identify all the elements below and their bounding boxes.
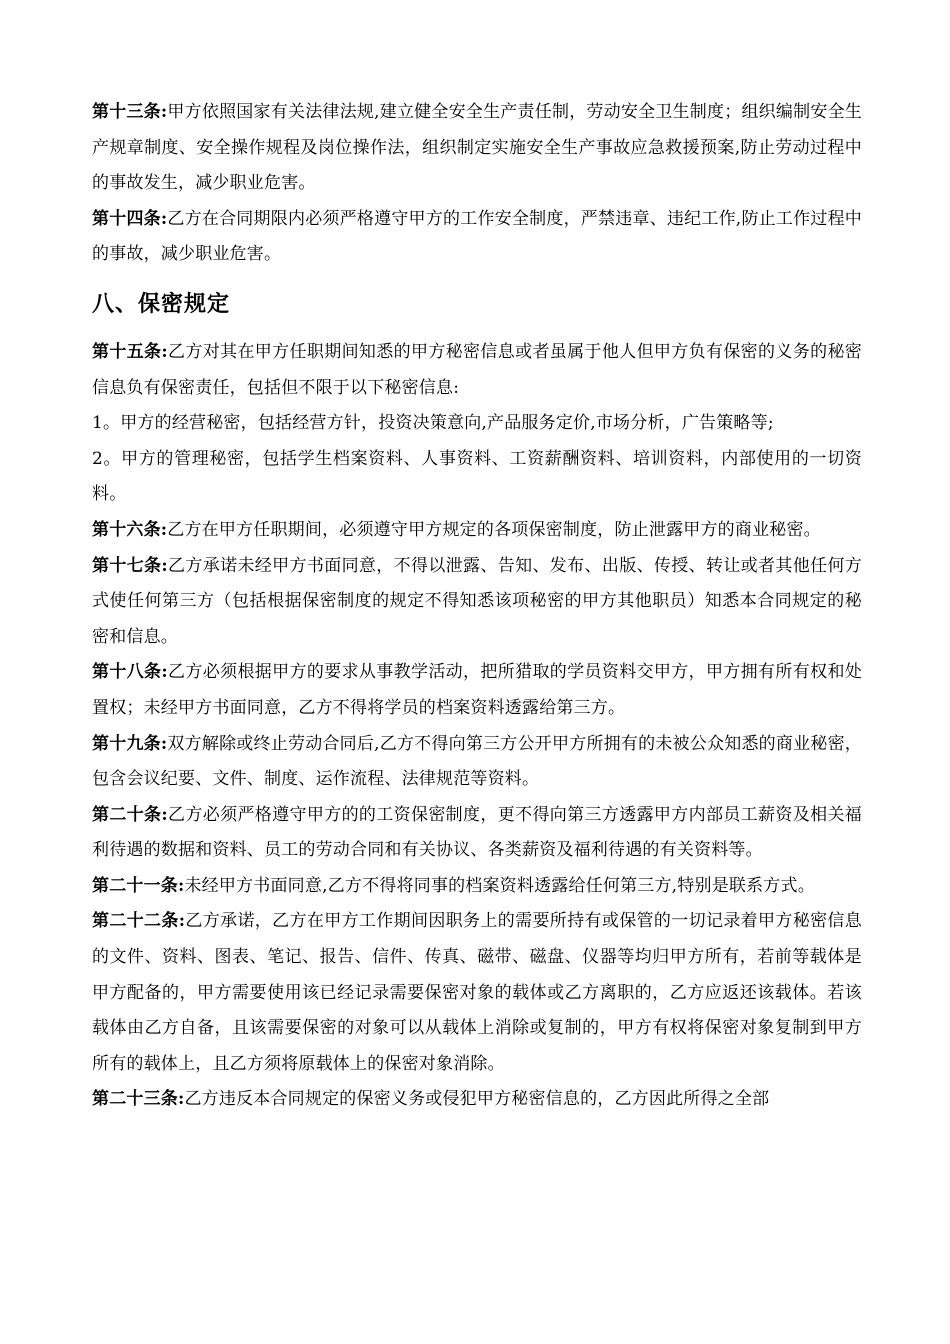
- article-13: [92, 95, 862, 202]
- article-15: [92, 335, 862, 406]
- article-19: [92, 727, 862, 798]
- list-item: 1。甲方的经营秘密，包括经营方针，投资决策意向,产品服务定价,市场分析，广告策略等;: [92, 413, 774, 434]
- article-label: 第十四条:: [92, 208, 168, 229]
- document-page: [92, 95, 862, 1118]
- article-label: 第十三条:: [92, 102, 168, 122]
- article-16: [92, 513, 862, 549]
- article-label: 第十七条:: [92, 555, 168, 576]
- article-text: 乙方对其在甲方任职期间知悉的甲方秘密信息或者虽属于他人但甲方负有保密的义务的秘密信息负有保密责任，包括但不限于以下秘密信息:: [92, 341, 862, 398]
- article-label: 第二十三条:: [92, 1089, 185, 1110]
- article-14: [92, 202, 862, 273]
- article-label: 第十九条:: [92, 733, 168, 754]
- article-label: 第二十二条:: [92, 911, 186, 932]
- article-18: [92, 655, 862, 726]
- article-label: 第十八条:: [92, 662, 168, 683]
- article-text: 乙方承诺，乙方在甲方工作期间因职务上的需要所持有或保管的一切记录着甲方秘密信息的文件、资料、图表、笔记、报告、信件、传真、磁带、磁盘、仪器等均归甲方所有，若前等载体是甲方配备的，甲方需要使用该已经记录需要保密对象的载体或乙方离职的，乙方应返还该载体。若该载体由乙方自备，且该需要保密的对象可以从载体上消除或复制的，甲方有权将保密对象复制到甲方所有的载体上，且乙方须将原载体上的保密对象消除。: [92, 911, 862, 1074]
- article-label: 第二十条:: [92, 804, 168, 825]
- article-text: 乙方承诺未经甲方书面同意，不得以泄露、告知、发布、出版、传授、转让或者其他任何方式使任何第三方（包括根据保密制度的规定不得知悉该项秘密的甲方其他职员）知悉本合同规定的秘密和信息。: [92, 555, 862, 647]
- article-text: 甲方依照国家有关法律法规,建立健全安全生产责任制，劳动安全卫生制度；组织编制安全生产规章制度、安全操作规程及岗位操作法，组织制定实施安全生产事故应急救援预案,防止劳动过程中的事故发生，减少职业危害。: [92, 102, 862, 194]
- list-item: 2。甲方的管理秘密，包括学生档案资料、人事资料、工资薪酬资料、培训资料，内部使用的一切资料。: [92, 448, 862, 505]
- article-text: 乙方在甲方任职期间，必须遵守甲方规定的各项保密制度，防止泄露甲方的商业秘密。: [167, 519, 821, 540]
- article-label: 第二十一条:: [92, 875, 185, 896]
- article-21: [92, 869, 862, 905]
- article-text: 乙方违反本合同规定的保密义务或侵犯甲方秘密信息的，乙方因此所得之全部: [184, 1089, 770, 1110]
- article-text: 乙方在合同期限内必须严格遵守甲方的工作安全制度，严禁违章、违纪工作,防止工作过程中的事故，减少职业危害。: [92, 208, 862, 265]
- article-label: 第十五条:: [92, 341, 168, 362]
- article-22: [92, 904, 862, 1082]
- article-label: 第十六条:: [92, 519, 168, 540]
- article-23: [92, 1082, 862, 1118]
- article-17: [92, 549, 862, 656]
- article-text: 乙方必须严格遵守甲方的的工资保密制度，更不得向第三方透露甲方内部员工薪资及相关福利待遇的数据和资料、员工的劳动合同和有关协议、各类薪资及福利待遇的有关资料等。: [92, 804, 862, 861]
- article-20: [92, 798, 862, 869]
- section-heading: 八、保密规定: [92, 291, 231, 317]
- article-text: 双方解除或终止劳动合同后,乙方不得向第三方公开甲方所拥有的未被公众知悉的商业秘密，包含会议纪要、文件、制度、运作流程、法律规范等资料。: [92, 733, 862, 790]
- article-text: 乙方必须根据甲方的要求从事教学活动，把所猎取的学员资料交甲方，甲方拥有所有权和处置权；未经甲方书面同意，乙方不得将学员的档案资料透露给第三方。: [92, 662, 862, 718]
- article-text: 未经甲方书面同意,乙方不得将同事的档案资料透露给任何第三方,特别是联系方式。: [184, 875, 815, 896]
